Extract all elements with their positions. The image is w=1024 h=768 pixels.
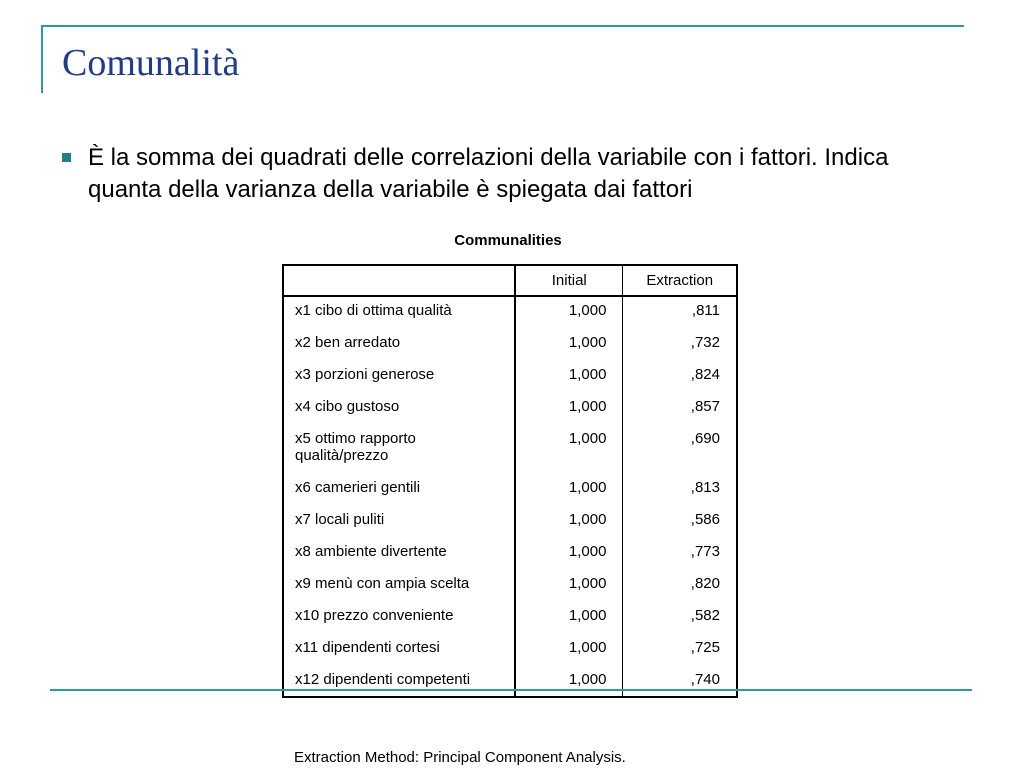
- title-accent-vertical-rule: [41, 25, 43, 93]
- extraction-cell: ,690: [690, 430, 720, 447]
- header-initial: Initial: [515, 265, 623, 296]
- table-row: [283, 472, 737, 504]
- table-row: [283, 423, 737, 472]
- table-header-row: [283, 265, 737, 296]
- variable-cell: x10 prezzo conveniente: [283, 600, 515, 632]
- initial-cell: 1,000: [515, 568, 623, 600]
- extraction-cell: ,811: [691, 302, 720, 319]
- variable-cell: x9 menù con ampia scelta: [283, 568, 515, 600]
- bullet-point: [62, 142, 942, 206]
- initial-cell: 1,000: [515, 423, 623, 472]
- initial-cell: 1,000: [515, 472, 623, 504]
- extraction-cell: ,857: [690, 398, 720, 415]
- square-bullet-icon: [62, 153, 71, 162]
- extraction-cell: ,824: [690, 366, 720, 383]
- variable-cell: x5 ottimo rapporto qualità/prezzo: [283, 423, 515, 472]
- table-row: [283, 391, 737, 423]
- table-row: [283, 568, 737, 600]
- footer-accent-rule: [50, 689, 972, 691]
- initial-cell: 1,000: [515, 664, 623, 697]
- initial-cell: 1,000: [515, 296, 623, 327]
- initial-cell: 1,000: [515, 359, 623, 391]
- extraction-cell: ,773: [690, 543, 720, 560]
- initial-cell: 1,000: [515, 504, 623, 536]
- table-row: [283, 296, 737, 327]
- variable-cell: x4 cibo gustoso: [283, 391, 515, 423]
- variable-cell: x7 locali puliti: [283, 504, 515, 536]
- table-row: [283, 632, 737, 664]
- initial-cell: 1,000: [515, 536, 623, 568]
- title-accent-horizontal-rule: [41, 25, 964, 27]
- initial-cell: 1,000: [515, 327, 623, 359]
- variable-cell: x1 cibo di ottima qualità: [283, 296, 515, 327]
- initial-cell: 1,000: [515, 391, 623, 423]
- extraction-cell: ,732: [690, 334, 720, 351]
- extraction-cell: ,725: [690, 639, 720, 656]
- variable-cell: x3 porzioni generose: [283, 359, 515, 391]
- communalities-table: [282, 264, 738, 698]
- header-variable: [283, 265, 515, 296]
- extraction-cell: ,820: [690, 575, 720, 592]
- table-row: [283, 600, 737, 632]
- initial-cell: 1,000: [515, 632, 623, 664]
- table-row: [283, 536, 737, 568]
- variable-cell: x8 ambiente divertente: [283, 536, 515, 568]
- table-row: [283, 359, 737, 391]
- table-footnote: Extraction Method: Principal Component Analysis.: [294, 749, 626, 766]
- table-row: [283, 664, 737, 697]
- variable-cell: x11 dipendenti cortesi: [283, 632, 515, 664]
- table-caption: Communalities: [454, 232, 562, 249]
- bullet-text: È la somma dei quadrati delle correlazioni della variabile con i fattori. Indica quanta della varianza della variabile è spiegata dai fattori: [88, 144, 889, 203]
- variable-cell: x12 dipendenti competenti: [283, 664, 515, 697]
- extraction-cell: ,813: [690, 479, 720, 496]
- header-extraction: Extraction: [646, 272, 714, 289]
- initial-cell: 1,000: [515, 600, 623, 632]
- table-row: [283, 327, 737, 359]
- extraction-cell: ,582: [690, 607, 720, 624]
- extraction-cell: ,740: [690, 671, 720, 688]
- extraction-cell: ,586: [690, 511, 720, 528]
- table-row: [283, 504, 737, 536]
- variable-cell: x6 camerieri gentili: [283, 472, 515, 504]
- slide-title: Comunalità: [62, 42, 240, 84]
- variable-cell: x2 ben arredato: [283, 327, 515, 359]
